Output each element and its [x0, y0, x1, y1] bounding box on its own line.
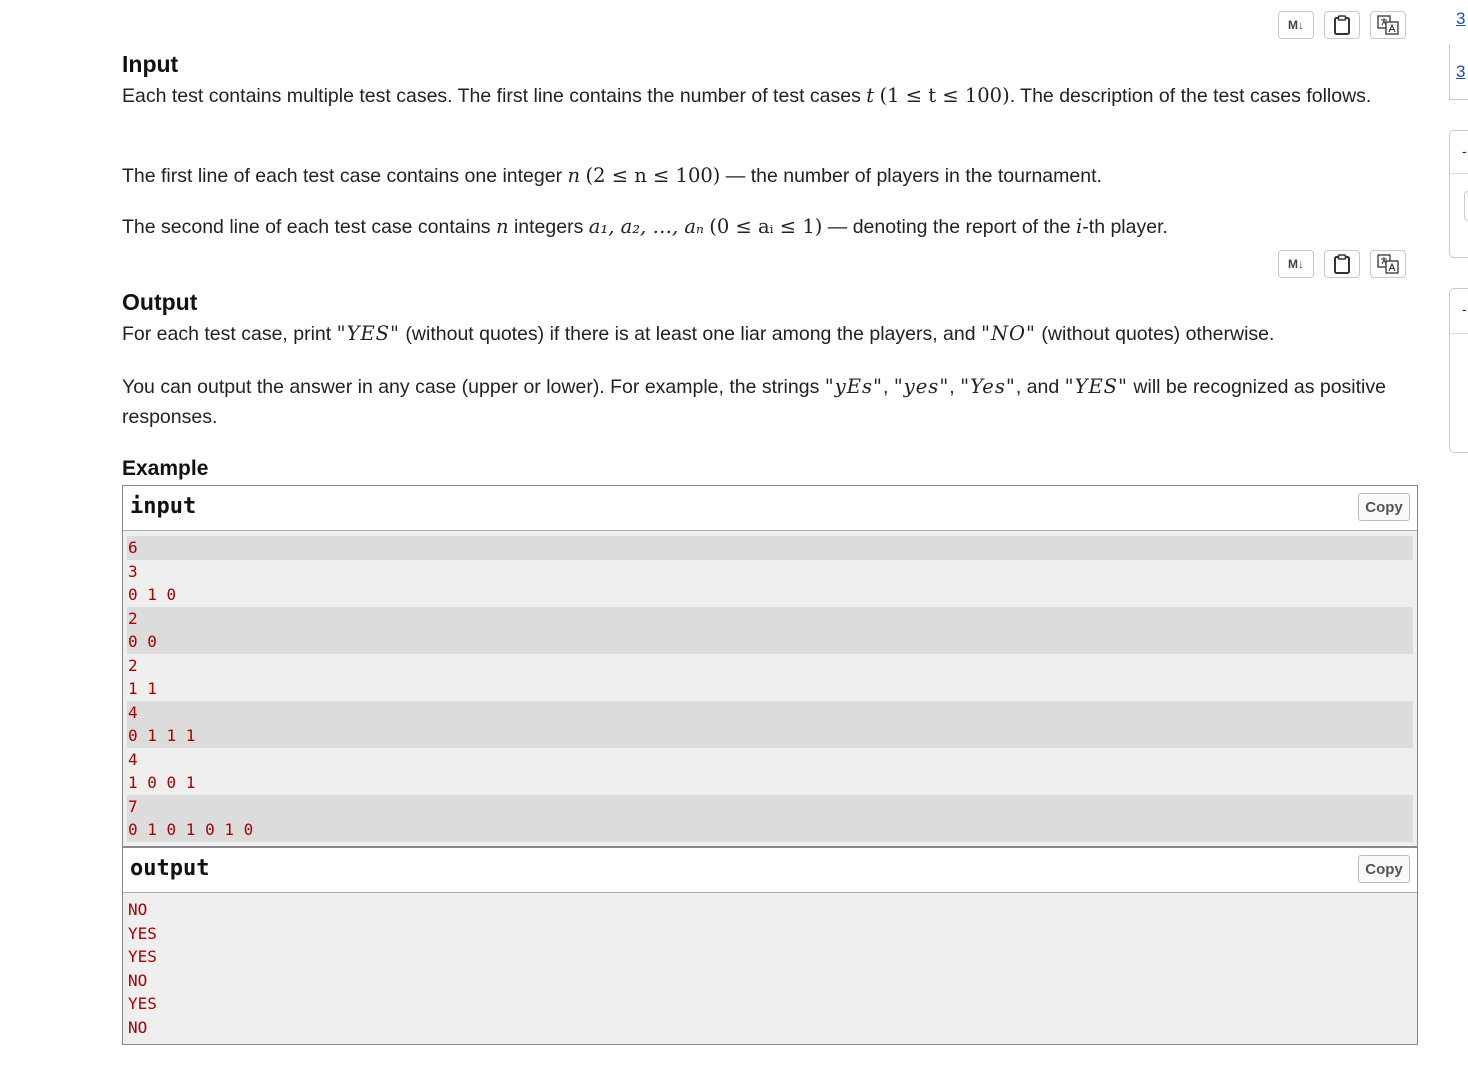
text: The first line of each test case contains one integer	[122, 165, 568, 187]
text: ,	[882, 376, 894, 398]
markdown-button[interactable]	[1278, 11, 1314, 39]
sidebar-box-2-text: -	[1462, 301, 1467, 317]
literal-YES: "YES"	[1064, 375, 1129, 398]
text: , and	[1015, 376, 1065, 398]
example-output-label: output	[130, 856, 210, 881]
text: integers	[508, 216, 589, 238]
sidebar-box-1-text: -	[1462, 143, 1467, 159]
input-line: 0 1 1 1	[127, 724, 1413, 748]
output-line: NO	[128, 970, 148, 990]
markdown-button[interactable]	[1278, 250, 1314, 278]
text: will be recognized as positive responses.	[122, 376, 1386, 428]
output-section-title: Output	[122, 289, 198, 315]
text: — denoting the report of the	[822, 216, 1077, 238]
sidebar-box-1-divider	[1450, 173, 1468, 174]
sidebar-link-1[interactable]: 3	[1456, 9, 1466, 28]
markdown-icon: M↓	[1288, 18, 1304, 32]
copy-output-button[interactable]: Copy	[1358, 855, 1410, 883]
output-paragraph-1	[122, 319, 1412, 349]
output-line: YES	[128, 947, 157, 966]
sidebar-divider	[1449, 44, 1468, 100]
example-output-content[interactable]	[123, 893, 1417, 1044]
input-paragraph-1	[122, 81, 1412, 111]
copy-input-button[interactable]: Copy	[1358, 493, 1410, 521]
example-input-header	[123, 486, 1417, 531]
math-range-n: (2 ≤ n ≤ 100)	[585, 164, 721, 187]
example-output-box	[122, 847, 1418, 1045]
input-line: 0 0	[127, 630, 1413, 654]
sidebar-box-2	[1449, 288, 1468, 453]
math-n: n	[567, 164, 581, 187]
input-paragraph-2	[122, 161, 1412, 191]
output-line: NO	[128, 900, 148, 919]
translate-icon	[1377, 15, 1399, 35]
input-line: 0 1 0	[128, 585, 177, 604]
example-input-box	[122, 485, 1418, 847]
sidebar-box-1-input[interactable]	[1464, 191, 1468, 221]
math-n: n	[495, 215, 509, 238]
markdown-icon: M↓	[1288, 257, 1304, 271]
clipboard-button[interactable]	[1324, 11, 1360, 39]
math-t: t	[866, 84, 875, 107]
example-title: Example	[122, 457, 209, 480]
input-line: 7	[127, 795, 1413, 819]
example-output-header	[123, 848, 1417, 893]
text: -th player.	[1082, 216, 1168, 238]
literal-yEs: "yEs"	[824, 375, 883, 398]
text: Each test contains multiple test cases. The first line contains the number of test cases	[122, 85, 867, 107]
input-line: 6	[127, 536, 1413, 560]
output-paragraph-2	[122, 372, 1412, 432]
input-line: 2	[128, 655, 138, 675]
literal-no: "NO"	[981, 322, 1036, 345]
math-range-a: (0 ≤ aᵢ ≤ 1)	[709, 215, 823, 238]
math-i: i	[1076, 215, 1083, 238]
text: — the number of players in the tournament.	[720, 165, 1102, 187]
text: You can output the answer in any case (upper or lower). For example, the strings	[122, 376, 825, 398]
clipboard-icon	[1333, 254, 1351, 274]
input-section-title: Input	[122, 51, 179, 77]
translate-icon	[1377, 254, 1399, 274]
input-paragraph-3	[122, 212, 1412, 242]
text: (without quotes) otherwise.	[1036, 323, 1275, 345]
text: The second line of each test case contains	[122, 216, 496, 238]
input-line: 4	[127, 701, 1413, 725]
text: ,	[949, 376, 961, 398]
clipboard-icon	[1333, 15, 1351, 35]
input-line: 2	[127, 607, 1413, 631]
input-line: 1 1	[128, 679, 157, 698]
text: (without quotes) if there is at least one liar among the players, and	[400, 323, 981, 345]
output-line: NO	[128, 1017, 148, 1037]
example-input-label: input	[130, 494, 197, 519]
literal-yes-lower: "yes"	[893, 375, 950, 398]
sidebar-box-2-divider	[1450, 333, 1468, 334]
text: For each test case, print	[122, 323, 337, 345]
output-line: YES	[128, 923, 157, 943]
input-line: 3	[128, 561, 138, 581]
output-line: YES	[128, 994, 157, 1013]
literal-yes: "YES"	[336, 322, 401, 345]
input-line: 1 0 0 1	[128, 773, 196, 792]
input-toolbar	[1278, 11, 1406, 39]
sidebar-link-2[interactable]: 3	[1456, 62, 1466, 81]
clipboard-button[interactable]	[1324, 250, 1360, 278]
output-toolbar	[1278, 250, 1406, 278]
math-range-t: (1 ≤ t ≤ 100)	[879, 84, 1010, 107]
input-line: 0 1 0 1 0 1 0	[127, 818, 1413, 842]
input-line: 4	[128, 749, 138, 769]
sidebar-box-1	[1449, 130, 1468, 258]
text: . The description of the test cases follows.	[1009, 85, 1372, 107]
example-input-content[interactable]	[123, 531, 1417, 846]
math-sequence: a₁, a₂, …, aₙ	[588, 215, 704, 238]
translate-button[interactable]	[1370, 250, 1406, 278]
translate-button[interactable]	[1370, 11, 1406, 39]
literal-Yes: "Yes"	[960, 375, 1016, 398]
